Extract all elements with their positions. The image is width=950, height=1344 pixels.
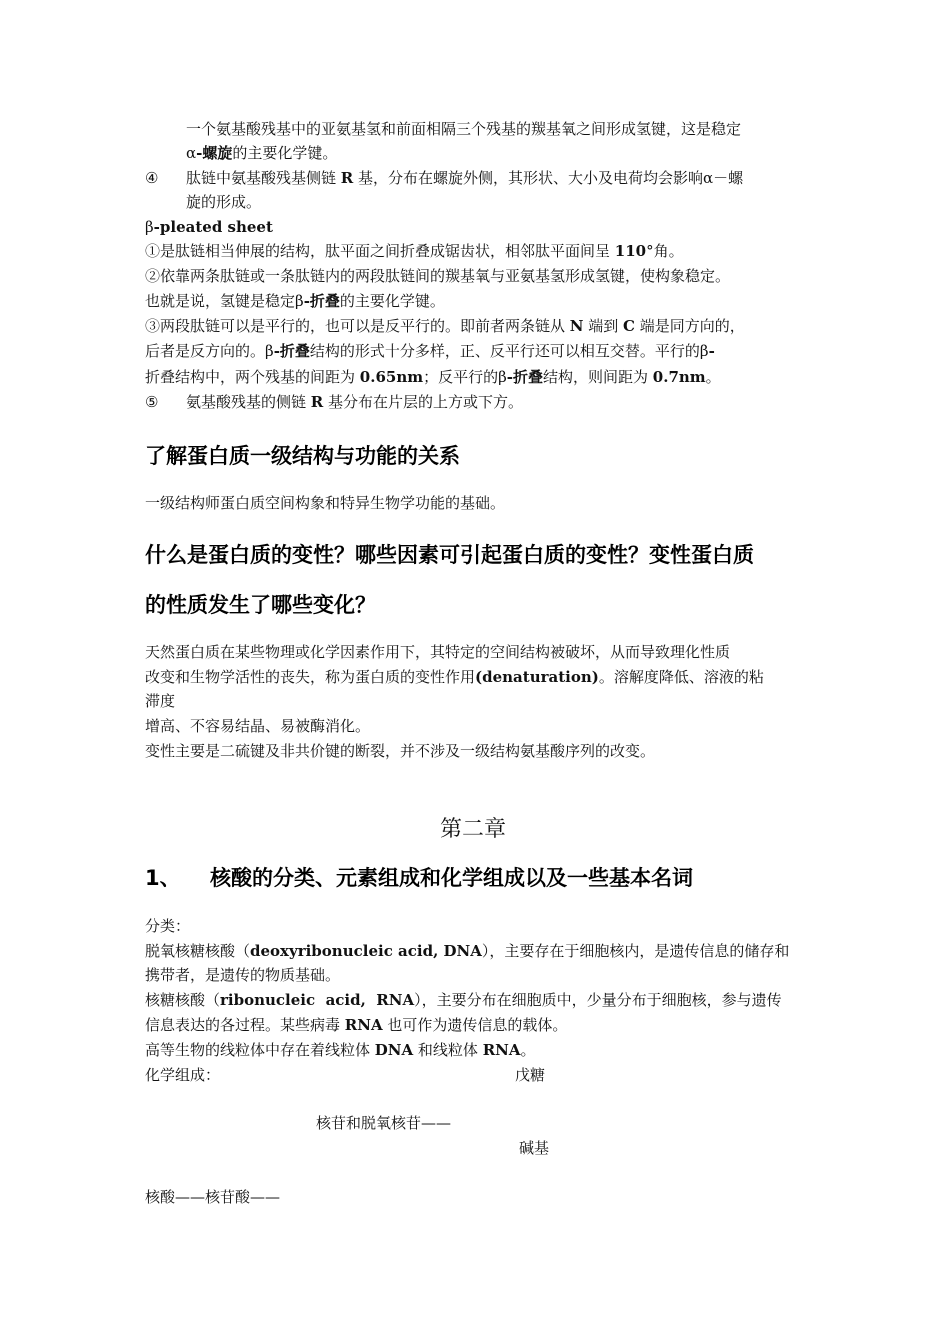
dna-line1: [145, 940, 789, 962]
item4-text-a: 肽链中氨基酸残基侧链: [186, 169, 341, 187]
mito-mid: 和线粒体: [413, 1041, 483, 1059]
p3-l1-n: N: [569, 317, 584, 335]
item5-number: ⑤: [145, 393, 159, 411]
rna2-b: RNA: [344, 1016, 383, 1034]
sugar-label: 戊糖: [515, 1066, 546, 1084]
dna-term: deoxyribonucleic acid, DNA: [250, 942, 482, 960]
chapter-title: 第二章: [440, 817, 507, 842]
mito-line: [145, 1039, 536, 1061]
p3-l1-e: 端是同方向的，: [635, 317, 745, 335]
p3-l3-g: 。: [705, 368, 721, 386]
alpha-line1: 一个氨基酸残基中的亚氨基氢和前面相隔三个残基的羰基氧之间形成氢键，这是稳定: [186, 120, 742, 138]
rna-term: ribonucleic acid, RNA: [220, 991, 415, 1009]
item4-text-b: 基，分布在螺旋外侧，其形状、大小及电荷均会影响α－螺: [353, 169, 744, 187]
dna-c: ），主要存在于细胞核内，是遗传信息的储存和: [481, 942, 790, 960]
p3-l3-c: ；反平行的β: [423, 368, 507, 386]
beta-point3-line3: [145, 366, 721, 388]
mito-dna: DNA: [374, 1041, 414, 1059]
beta-title: [145, 216, 273, 238]
p3-l2-a: 后者是反方向的。β: [145, 342, 274, 360]
section2-heading-line1: 什么是蛋白质的变性？哪些因素可引起蛋白质的变性？变性蛋白质: [145, 543, 754, 567]
mito-end: 。: [520, 1041, 536, 1059]
nucleic-label: 核酸——核苷酸——: [145, 1188, 281, 1206]
beta-point2-line2: [145, 290, 445, 312]
item5-line: [186, 391, 523, 413]
beta-p1-text: ①是肽链相当伸展的结构，肽平面之间折叠成锯齿状，相邻肽平面间呈: [145, 242, 615, 260]
alpha-line2: [186, 142, 337, 164]
section2-line4: 增高、不容易结晶、易被酶消化。: [145, 717, 371, 735]
section2-line1: 天然蛋白质在某些物理或化学因素作用下，其特定的空间结构被破坏，从而导致理化性质: [145, 643, 731, 661]
section2-line5: 变性主要是二硫键及非共价键的断裂，并不涉及一级结构氨基酸序列的改变。: [145, 742, 656, 760]
chapter-h1-number: 1、: [145, 866, 181, 890]
beta-p2-a: 也就是说，氢键是稳定β: [145, 292, 304, 310]
section2-line3: 滞度: [145, 692, 176, 710]
beta-p2-b: -折叠: [303, 292, 340, 310]
beta-point3-line2: [145, 340, 715, 362]
s2-l2-term: (denaturation): [475, 668, 599, 686]
chem-label: 化学组成：: [145, 1066, 221, 1084]
base-label: 碱基: [519, 1139, 550, 1157]
rna-a: 核糖核酸（: [145, 991, 221, 1009]
p3-l1-a: ③两段肽链可以是平行的，也可以是反平行的。即前者两条链从: [145, 317, 570, 335]
beta-p2-c: 的主要化学键。: [339, 292, 445, 310]
beta-point1: [145, 240, 684, 262]
dna-a: 脱氧核糖核酸（: [145, 942, 251, 960]
p3-l1-c: 端到: [583, 317, 624, 335]
beta-p1-angle: 110: [614, 242, 647, 260]
classify-label: 分类：: [145, 917, 191, 935]
p3-l3-b: 0.65nm: [359, 368, 424, 386]
item5-r: R: [310, 393, 324, 411]
rna2-a: 信息表达的各过程。某些病毒: [145, 1016, 345, 1034]
rna2-c: 也可作为遗传信息的载体。: [382, 1016, 568, 1034]
item4-number: ④: [145, 169, 159, 187]
s2-l2-c: 。溶解度降低、溶液的粘: [598, 668, 764, 686]
dna-line2: 携带者，是遗传的物质基础。: [145, 966, 341, 984]
alpha-line2-text: 的主要化学键。: [232, 144, 338, 162]
item5-b: 基分布在片层的上方或下方。: [323, 393, 524, 411]
item4-line1: [186, 167, 743, 189]
alpha-symbol: α: [186, 144, 197, 162]
section2-line2: [145, 666, 764, 688]
mito-a: 高等生物的线粒体中存在着线粒体: [145, 1041, 375, 1059]
s2-l2-a: 改变和生物学活性的丧失，称为蛋白质的变性作用: [145, 668, 476, 686]
mito-rna: RNA: [482, 1041, 521, 1059]
section1-text: 一级结构师蛋白质空间构象和特异生物学功能的基础。: [145, 494, 506, 512]
p3-l2-b: -折叠: [273, 342, 310, 360]
beta-symbol: β: [145, 218, 154, 236]
nucleoside-label: 核苷和脱氧核苷——: [316, 1114, 452, 1132]
item4-line2: 旋的形成。: [186, 193, 262, 211]
item4-r: R: [340, 169, 354, 187]
beta-point2-line1: ②依靠两条肽链或一条肽链内的两段肽链间的羰基氧与亚氨基氢形成氢键，使构象稳定。: [145, 267, 731, 285]
p3-l2-c: 结构的形式十分多样，正、反平行还可以相互交替。平行的β: [309, 342, 709, 360]
alpha-helix-term: -螺旋: [196, 144, 233, 162]
p3-l3-e: 结构，则间距为: [543, 368, 653, 386]
p3-l3-a: 折叠结构中，两个残基的间距为: [145, 368, 360, 386]
rna-line1: [145, 989, 782, 1011]
p3-l3-f: 0.7nm: [652, 368, 706, 386]
p3-l2-d: -: [708, 342, 715, 360]
p3-l3-d: -折叠: [506, 368, 544, 386]
p3-l1-cterm: C: [623, 317, 635, 335]
beta-point3-line1: [145, 315, 745, 337]
beta-title-text: -pleated sheet: [153, 218, 273, 236]
section2-heading-line2: 的性质发生了哪些变化？: [145, 593, 376, 617]
item5-a: 氨基酸残基的侧链: [186, 393, 311, 411]
chapter-h1-text: 核酸的分类、元素组成和化学组成以及一些基本名词: [210, 866, 693, 890]
beta-p1-end: °角。: [646, 242, 684, 260]
section1-heading: 了解蛋白质一级结构与功能的关系: [145, 444, 460, 468]
rna-c: ），主要分布在细胞质中，少量分布于细胞核，参与遗传: [414, 991, 782, 1009]
rna-line2: [145, 1014, 567, 1036]
